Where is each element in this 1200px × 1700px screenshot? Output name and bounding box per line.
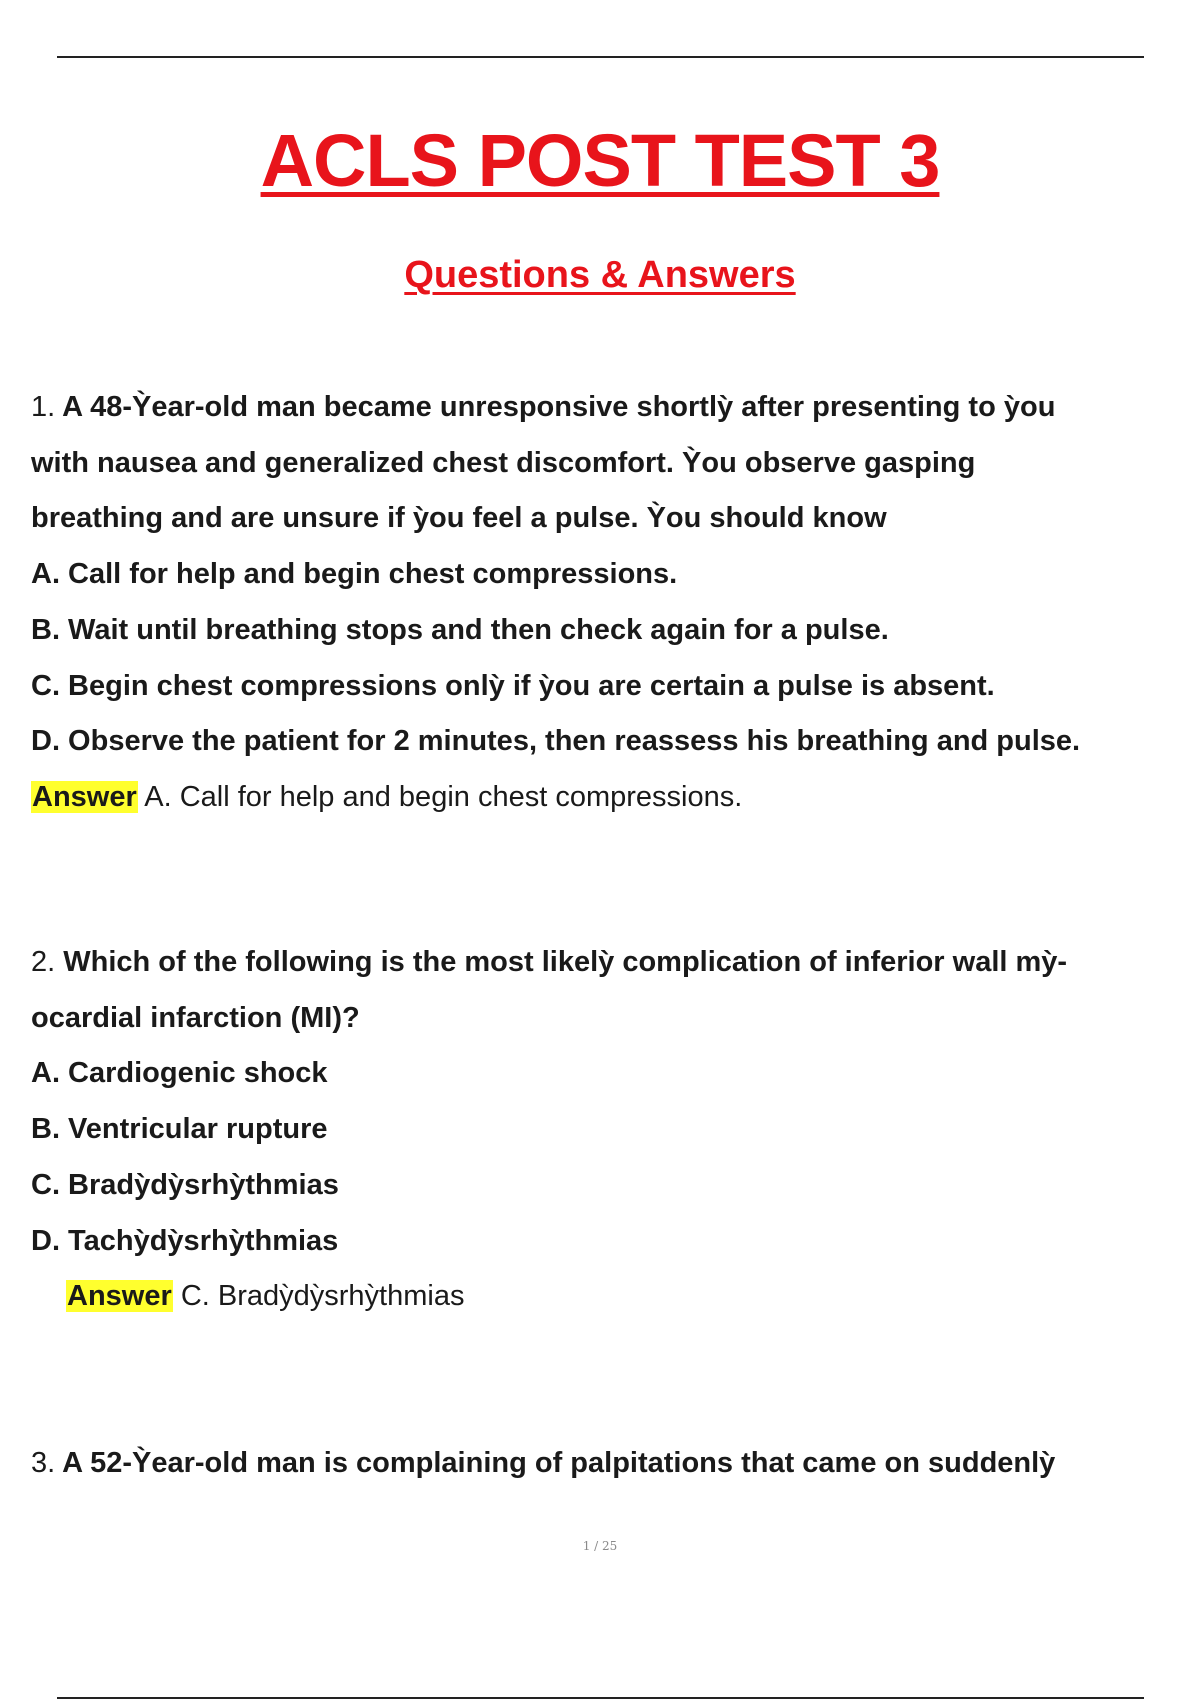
question-number: 1. <box>31 391 56 423</box>
top-rule <box>57 56 1144 58</box>
question-number: 2. <box>31 946 56 978</box>
question-3 <box>31 1436 1181 1492</box>
answer-option-b: B. Wait until breathing stops and then check again for a pulse. <box>31 613 889 646</box>
answer-option-a: A. Call for help and begin chest compressions. <box>31 558 678 591</box>
question-stem-line: 1. A 48-Ỳear-old man became unresponsive shortlỳ after presenting to ỳou <box>31 391 1056 423</box>
question-number: 3. <box>31 1447 56 1479</box>
question-stem-line: breathing and are unsure if ỳou feel a pulse. Ỳou should know <box>31 502 887 535</box>
question-stem-line: 2. Which of the following is the most likelỳ complication of inferior wall mỳ- <box>31 946 1068 978</box>
question-2 <box>31 935 1181 1325</box>
answer-text: A. Call for help and begin chest compressions. <box>144 780 743 813</box>
answer-line <box>31 770 1181 826</box>
answer-option-d: D. Tachỳdỳsrhỳthmias <box>31 1224 339 1257</box>
question-stem-line: with nausea and generalized chest discomfort. Ỳou observe gasping <box>31 446 976 479</box>
page-indicator: 1 / 25 <box>582 1539 618 1553</box>
question-stem-line: ocardial infarction (MI)? <box>31 1001 360 1034</box>
answer-option-d: D. Observe the patient for 2 minutes, then reassess his breathing and pulse. <box>31 725 1081 758</box>
answer-option-b: B. Ventricular rupture <box>31 1113 328 1146</box>
answer-line <box>31 1269 1181 1325</box>
bottom-rule <box>57 1697 1144 1699</box>
answer-text: C. Bradỳdỳsrhỳthmias <box>180 1280 465 1313</box>
answer-option-c: C. Begin chest compressions onlỳ if ỳou are certain a pulse is absent. <box>31 669 995 702</box>
answer-option-c: C. Bradỳdỳsrhỳthmias <box>31 1168 339 1201</box>
document-title: ACLS POST TEST 3 <box>260 119 940 202</box>
answer-label: Answer <box>32 780 137 813</box>
question-1 <box>31 380 1181 826</box>
answer-label: Answer <box>67 1280 172 1313</box>
question-stem-line: 3. A 52-Ỳear-old man is complaining of palpitations that came on suddenlỳ <box>31 1447 1056 1479</box>
answer-option-a: A. Cardiogenic shock <box>31 1057 328 1090</box>
document-subtitle: Questions & Answers <box>404 254 796 296</box>
